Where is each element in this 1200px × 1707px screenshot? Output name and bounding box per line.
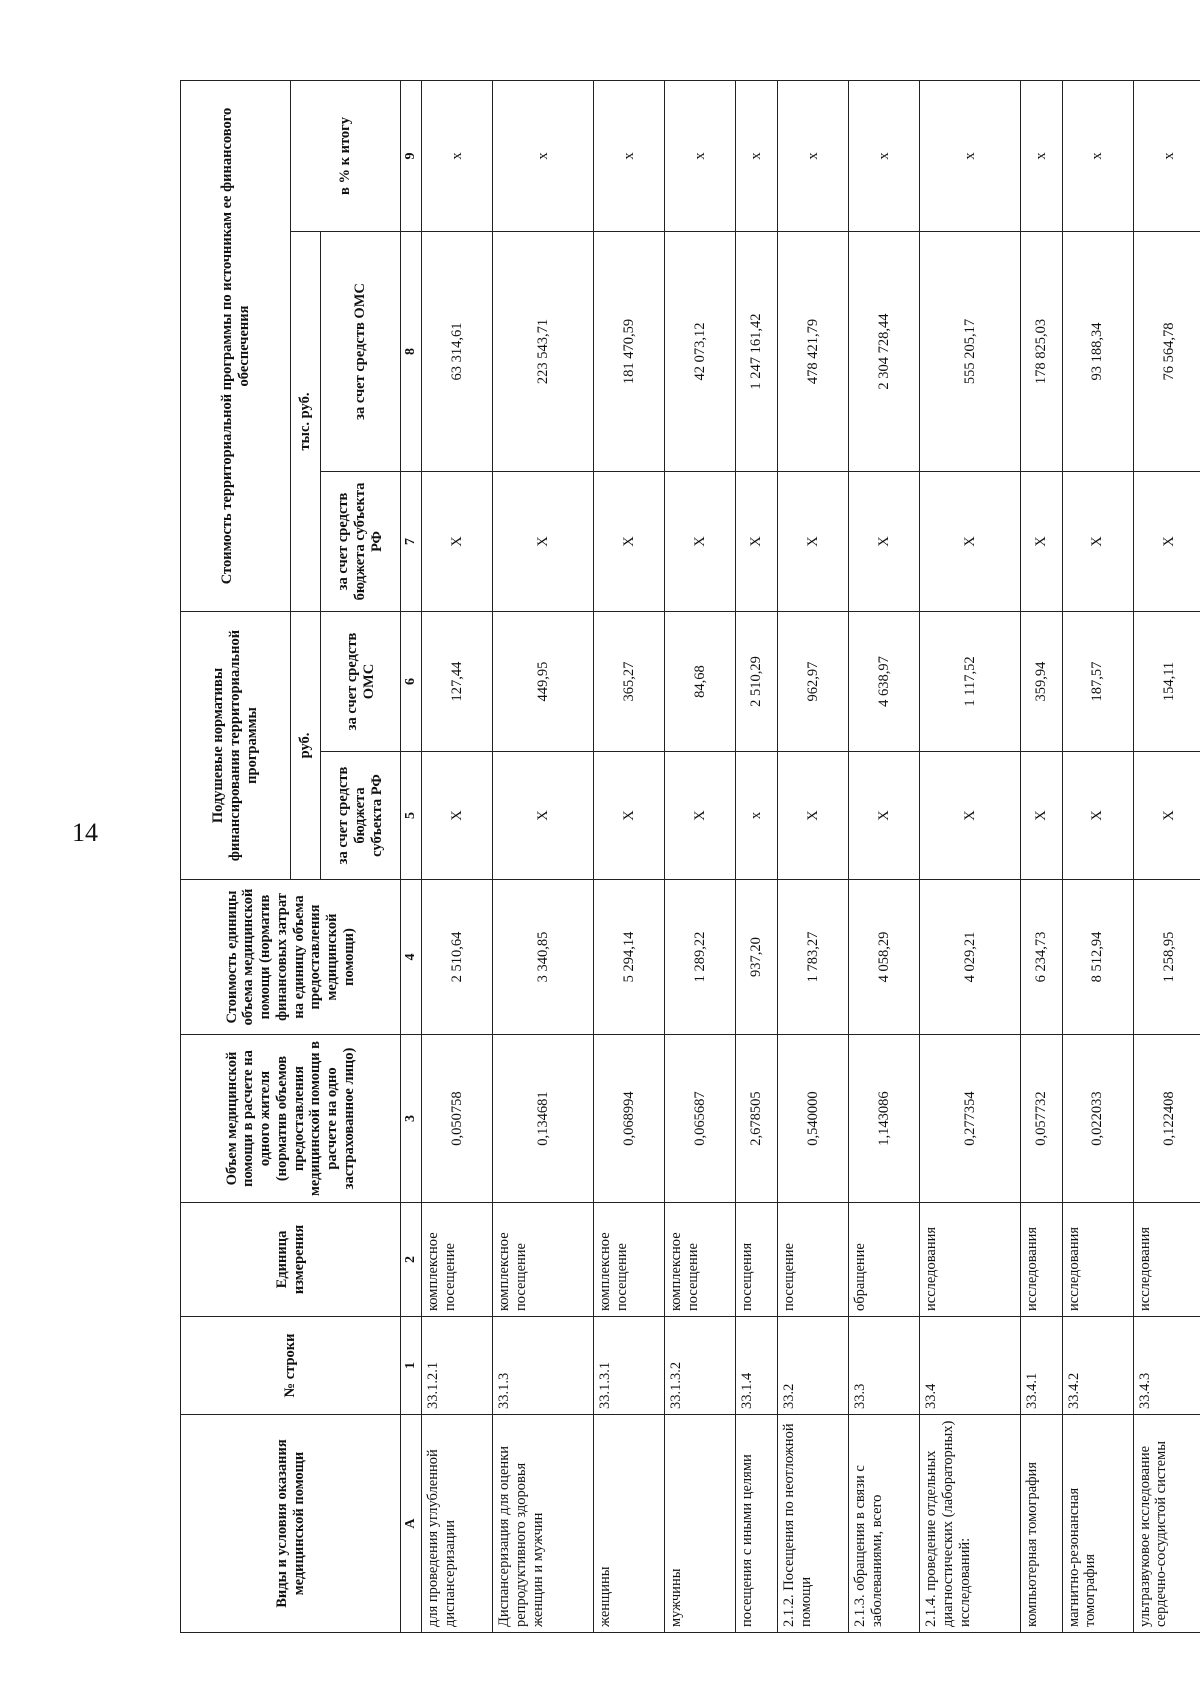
row-norm-budget-cell: X bbox=[1133, 752, 1200, 880]
column-number: 8 bbox=[401, 232, 422, 472]
row-unit-cell: посещение bbox=[777, 1203, 848, 1317]
row-unit-cell: комплексное посещение bbox=[665, 1203, 736, 1317]
header-col-7: за счет средств бюджета субъекта РФ bbox=[321, 472, 401, 612]
row-percent-cell: x bbox=[849, 80, 920, 231]
column-number: 6 bbox=[401, 612, 422, 752]
row-code-cell: 33.4.2 bbox=[1062, 1317, 1133, 1415]
row-percent-cell: x bbox=[1133, 80, 1200, 231]
header-col-2: Единица измерения bbox=[181, 1203, 401, 1317]
table-row bbox=[849, 80, 920, 1632]
header-col-6: за счет средств ОМС bbox=[321, 612, 401, 752]
financing-table bbox=[180, 80, 1200, 1633]
row-volume-cell: 0,540000 bbox=[777, 1035, 848, 1203]
row-unit-cost-cell: 3 340,85 bbox=[493, 880, 594, 1035]
row-unit-cost-cell: 1 289,22 bbox=[665, 880, 736, 1035]
rotated-table-wrapper bbox=[180, 81, 1200, 1633]
row-cost-budget-cell: X bbox=[736, 472, 778, 612]
header-col-8: за счет средств ОМС bbox=[321, 232, 401, 472]
row-code-cell: 33.4.1 bbox=[1020, 1317, 1062, 1415]
row-code-cell: 33.1.2.1 bbox=[422, 1317, 493, 1415]
row-name-cell: магнитно-резонансная томография bbox=[1062, 1415, 1133, 1633]
row-unit-cost-cell: 1 783,27 bbox=[777, 880, 848, 1035]
table-row bbox=[777, 80, 848, 1632]
row-name-cell: 2.1.2. Посещения по неотложной помощи bbox=[777, 1415, 848, 1633]
table-row bbox=[493, 80, 594, 1632]
column-number: А bbox=[401, 1415, 422, 1633]
row-cost-budget-cell: X bbox=[849, 472, 920, 612]
row-norm-budget-cell: X bbox=[1020, 752, 1062, 880]
table-row bbox=[736, 80, 778, 1632]
row-cost-budget-cell: X bbox=[1020, 472, 1062, 612]
header-group-cost: Стоимость территориальной программы по источникам ее финансового обеспечения bbox=[181, 80, 291, 611]
row-volume-cell: 0,057732 bbox=[1020, 1035, 1062, 1203]
column-number: 7 bbox=[401, 472, 422, 612]
row-cost-budget-cell: X bbox=[593, 472, 664, 612]
row-cost-oms-cell: 42 073,12 bbox=[665, 232, 736, 472]
row-code-cell: 33.1.4 bbox=[736, 1317, 778, 1415]
row-unit-cell: посещения bbox=[736, 1203, 778, 1317]
row-norm-budget-cell: X bbox=[493, 752, 594, 880]
header-col-9: в % к итогу bbox=[291, 80, 401, 231]
row-code-cell: 33.4 bbox=[920, 1317, 1021, 1415]
row-norm-budget-cell: X bbox=[849, 752, 920, 880]
row-volume-cell: 0,050758 bbox=[422, 1035, 493, 1203]
row-unit-cost-cell: 8 512,94 bbox=[1062, 880, 1133, 1035]
row-cost-oms-cell: 223 543,71 bbox=[493, 232, 594, 472]
row-cost-oms-cell: 2 304 728,44 bbox=[849, 232, 920, 472]
row-norm-budget-cell: X bbox=[593, 752, 664, 880]
column-number: 2 bbox=[401, 1203, 422, 1317]
row-name-cell: 2.1.3. обращения в связи с заболеваниями, всего bbox=[849, 1415, 920, 1633]
row-volume-cell: 0,134681 bbox=[493, 1035, 594, 1203]
row-norm-budget-cell: X bbox=[665, 752, 736, 880]
row-name-cell: ультразвуковое исследование сердечно-сосудистой системы bbox=[1133, 1415, 1200, 1633]
row-percent-cell: x bbox=[665, 80, 736, 231]
column-number: 1 bbox=[401, 1317, 422, 1415]
row-norm-budget-cell: X bbox=[422, 752, 493, 880]
row-code-cell: 33.3 bbox=[849, 1317, 920, 1415]
row-name-cell: для проведения углубленной диспансеризации bbox=[422, 1415, 493, 1633]
row-name-cell: женщины bbox=[593, 1415, 664, 1633]
row-percent-cell: x bbox=[493, 80, 594, 231]
table-row bbox=[920, 80, 1021, 1632]
row-cost-budget-cell: X bbox=[665, 472, 736, 612]
row-name-cell: Диспансеризация для оценки репродуктивного здоровья женщин и мужчин bbox=[493, 1415, 594, 1633]
row-norm-oms-cell: 2 510,29 bbox=[736, 612, 778, 752]
row-percent-cell: x bbox=[1020, 80, 1062, 231]
row-norm-oms-cell: 449,95 bbox=[493, 612, 594, 752]
row-volume-cell: 2,678505 bbox=[736, 1035, 778, 1203]
table-row bbox=[1062, 80, 1133, 1632]
row-unit-cost-cell: 6 234,73 bbox=[1020, 880, 1062, 1035]
row-cost-oms-cell: 1 247 161,42 bbox=[736, 232, 778, 472]
row-code-cell: 33.4.3 bbox=[1133, 1317, 1200, 1415]
row-unit-cell: комплексное посещение bbox=[422, 1203, 493, 1317]
row-code-cell: 33.1.3.1 bbox=[593, 1317, 664, 1415]
row-norm-budget-cell: X bbox=[920, 752, 1021, 880]
row-norm-oms-cell: 1 117,52 bbox=[920, 612, 1021, 752]
row-cost-oms-cell: 555 205,17 bbox=[920, 232, 1021, 472]
row-unit-cell: исследования bbox=[1133, 1203, 1200, 1317]
row-cost-oms-cell: 76 564,78 bbox=[1133, 232, 1200, 472]
row-cost-budget-cell: X bbox=[1062, 472, 1133, 612]
header-col-a: Виды и условия оказания медицинской помощи bbox=[181, 1415, 401, 1633]
row-percent-cell: x bbox=[920, 80, 1021, 231]
row-cost-budget-cell: X bbox=[1133, 472, 1200, 612]
row-code-cell: 33.2 bbox=[777, 1317, 848, 1415]
row-norm-oms-cell: 154,11 bbox=[1133, 612, 1200, 752]
row-volume-cell: 0,065687 bbox=[665, 1035, 736, 1203]
row-norm-oms-cell: 127,44 bbox=[422, 612, 493, 752]
row-cost-budget-cell: X bbox=[920, 472, 1021, 612]
row-cost-oms-cell: 181 470,59 bbox=[593, 232, 664, 472]
row-norm-budget-cell: X bbox=[777, 752, 848, 880]
row-unit-cost-cell: 937,20 bbox=[736, 880, 778, 1035]
row-unit-cost-cell: 2 510,64 bbox=[422, 880, 493, 1035]
row-volume-cell: 0,122408 bbox=[1133, 1035, 1200, 1203]
row-norm-oms-cell: 187,57 bbox=[1062, 612, 1133, 752]
column-numbers-row bbox=[401, 80, 422, 1632]
column-number: 5 bbox=[401, 752, 422, 880]
row-name-cell: 2.1.4. проведение отдельных диагностических (лабораторных) исследований: bbox=[920, 1415, 1021, 1633]
row-code-cell: 33.1.3 bbox=[493, 1317, 594, 1415]
table-row bbox=[665, 80, 736, 1632]
row-norm-oms-cell: 84,68 bbox=[665, 612, 736, 752]
row-unit-cost-cell: 4 029,21 bbox=[920, 880, 1021, 1035]
row-unit-cost-cell: 1 258,95 bbox=[1133, 880, 1200, 1035]
header-norms-unit: руб. bbox=[291, 612, 321, 880]
row-norm-budget-cell: x bbox=[736, 752, 778, 880]
row-unit-cost-cell: 4 058,29 bbox=[849, 880, 920, 1035]
table-row bbox=[1020, 80, 1062, 1632]
row-percent-cell: x bbox=[593, 80, 664, 231]
row-name-cell: компьютерная томография bbox=[1020, 1415, 1062, 1633]
row-code-cell: 33.1.3.2 bbox=[665, 1317, 736, 1415]
table-row bbox=[593, 80, 664, 1632]
table-row bbox=[422, 80, 493, 1632]
row-norm-oms-cell: 4 638,97 bbox=[849, 612, 920, 752]
table-row bbox=[1133, 80, 1200, 1632]
row-unit-cell: комплексное посещение bbox=[593, 1203, 664, 1317]
row-norm-oms-cell: 359,94 bbox=[1020, 612, 1062, 752]
row-unit-cell: исследования bbox=[1020, 1203, 1062, 1317]
row-name-cell: мужчины bbox=[665, 1415, 736, 1633]
header-col-3: Объем медицинской помощи в расчете на одного жителя (норматив объемов предоставления медицинской помощи в расчете на одно застрахованное лицо) bbox=[181, 1035, 401, 1203]
header-col-4: Стоимость единицы объема медицинской помощи (норматив финансовых затрат на единицу объема предоставления медицинской помощи) bbox=[181, 880, 401, 1035]
row-volume-cell: 0,068994 bbox=[593, 1035, 664, 1203]
row-percent-cell: x bbox=[777, 80, 848, 231]
row-unit-cell: исследования bbox=[1062, 1203, 1133, 1317]
header-cost-unit: тыс. руб. bbox=[291, 232, 321, 612]
row-unit-cell: обращение bbox=[849, 1203, 920, 1317]
row-unit-cell: комплексное посещение bbox=[493, 1203, 594, 1317]
row-percent-cell: x bbox=[422, 80, 493, 231]
row-cost-budget-cell: X bbox=[493, 472, 594, 612]
row-norm-oms-cell: 365,27 bbox=[593, 612, 664, 752]
row-cost-oms-cell: 178 825,03 bbox=[1020, 232, 1062, 472]
row-volume-cell: 0,277354 bbox=[920, 1035, 1021, 1203]
row-cost-budget-cell: X bbox=[422, 472, 493, 612]
row-unit-cell: исследования bbox=[920, 1203, 1021, 1317]
column-number: 4 bbox=[401, 880, 422, 1035]
row-cost-oms-cell: 478 421,79 bbox=[777, 232, 848, 472]
header-group-norms: Подушевые нормативы финансирования территориальной программы bbox=[181, 612, 291, 880]
row-unit-cost-cell: 5 294,14 bbox=[593, 880, 664, 1035]
row-volume-cell: 0,022033 bbox=[1062, 1035, 1133, 1203]
column-number: 3 bbox=[401, 1035, 422, 1203]
header-col-1: № строки bbox=[181, 1317, 401, 1415]
row-volume-cell: 1,143086 bbox=[849, 1035, 920, 1203]
row-cost-oms-cell: 63 314,61 bbox=[422, 232, 493, 472]
page-number: 14 bbox=[72, 818, 98, 847]
header-col-5: за счет средств бюджета субъекта РФ bbox=[321, 752, 401, 880]
row-cost-oms-cell: 93 188,34 bbox=[1062, 232, 1133, 472]
row-norm-oms-cell: 962,97 bbox=[777, 612, 848, 752]
column-number: 9 bbox=[401, 80, 422, 231]
row-name-cell: посещения с иными целями bbox=[736, 1415, 778, 1633]
row-norm-budget-cell: X bbox=[1062, 752, 1133, 880]
row-percent-cell: x bbox=[736, 80, 778, 231]
row-cost-budget-cell: X bbox=[777, 472, 848, 612]
row-percent-cell: x bbox=[1062, 80, 1133, 231]
